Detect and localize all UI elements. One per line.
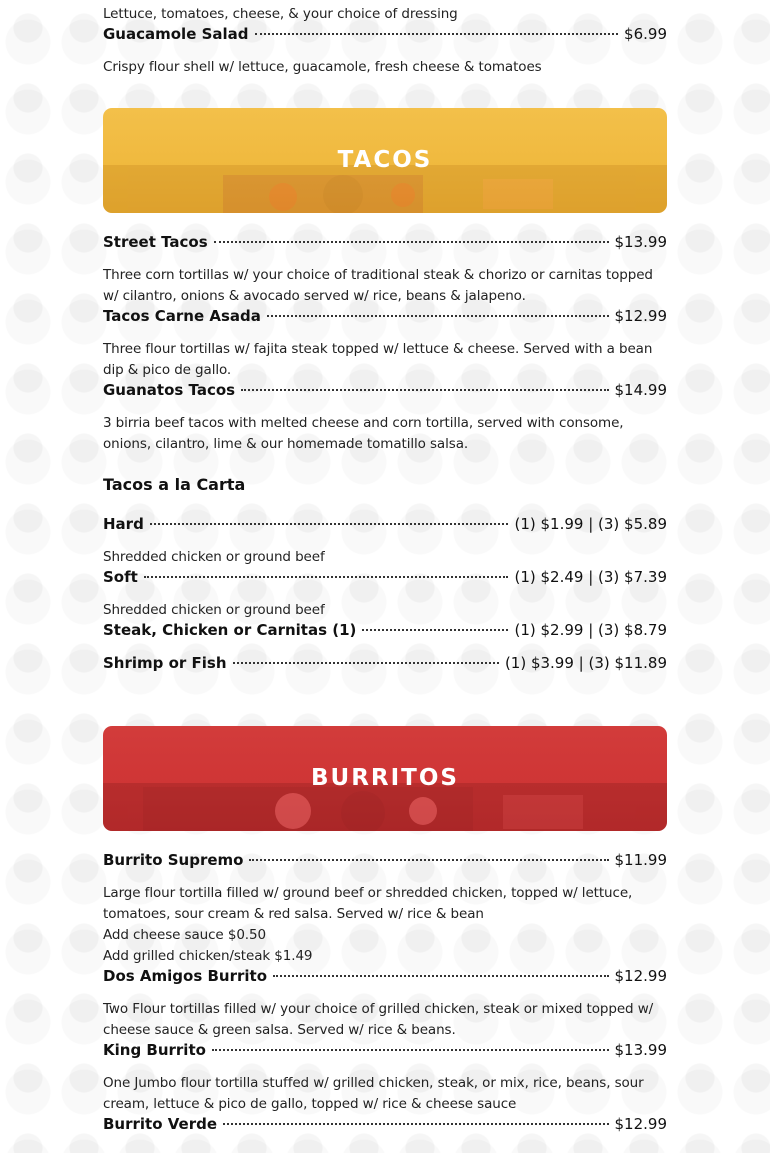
tacos-section-banner <box>103 108 667 213</box>
item-description: Shredded chicken or ground beef <box>103 602 325 618</box>
item-price: (1) $1.99 | (3) $5.89 <box>514 515 667 533</box>
item-price: $12.99 <box>614 307 667 325</box>
item-price: $13.99 <box>614 1041 667 1059</box>
item-price: $11.99 <box>614 851 667 869</box>
item-price: (1) $3.99 | (3) $11.89 <box>504 654 667 672</box>
menu-item-soft <box>103 568 667 590</box>
item-description: Crispy flour shell w/ lettuce, guacamole, fresh cheese & tomatoes <box>103 59 542 75</box>
item-price: (1) $2.49 | (3) $7.39 <box>514 568 667 586</box>
subsection-title: Tacos a la Carta <box>103 475 246 494</box>
item-description: Three corn tortillas w/ your choice of traditional steak & chorizo or carnitas topped w/ cilantro, onions & avocado served w/ rice, beans & jalapeno. <box>103 267 653 304</box>
dot-leader <box>212 1049 609 1051</box>
item-addon: Add cheese sauce $0.50 <box>103 927 266 943</box>
section-title: TACOS <box>337 146 433 173</box>
burritos-section-banner <box>103 726 667 831</box>
item-description: Two Flour tortillas filled w/ your choice of grilled chicken, steak or mixed topped w/ cheese sauce & green salsa. Served w/ rice & beans. <box>103 1001 654 1038</box>
menu-item-king-burrito <box>103 1041 667 1063</box>
section-title: BURRITOS <box>311 764 459 791</box>
item-name: Street Tacos <box>103 233 208 251</box>
item-description: One Jumbo flour tortilla stuffed w/ grilled chicken, steak, or mix, rice, beans, sour cream, lettuce & pico de gallo, topped w/ rice & cheese sauce <box>103 1075 644 1112</box>
item-price: $6.99 <box>624 25 667 43</box>
item-price: $14.99 <box>614 381 667 399</box>
dot-leader <box>144 576 509 578</box>
item-description: Three flour tortillas w/ fajita steak topped w/ lettuce & cheese. Served with a bean dip & pico de gallo. <box>103 341 653 378</box>
item-description: Shredded chicken or ground beef <box>103 549 325 565</box>
dot-leader <box>223 1123 608 1125</box>
dot-leader <box>233 662 499 664</box>
item-name: Guacamole Salad <box>103 25 249 43</box>
menu-content <box>103 0 667 1137</box>
dot-leader <box>241 389 608 391</box>
dot-leader <box>267 315 609 317</box>
menu-item-tacos-carne-asada <box>103 307 667 329</box>
item-name: Hard <box>103 515 144 533</box>
item-price: (1) $2.99 | (3) $8.79 <box>514 621 667 639</box>
item-name: King Burrito <box>103 1041 206 1059</box>
item-description: Large flour tortilla filled w/ ground beef or shredded chicken, topped w/ lettuce, tomatoes, sour cream & red salsa. Served w/ rice & bean <box>103 885 633 922</box>
menu-item-dos-amigos-burrito <box>103 967 667 989</box>
menu-item-shrimp-or-fish <box>103 654 667 676</box>
item-name: Burrito Supremo <box>103 851 244 869</box>
dot-leader <box>273 975 608 977</box>
item-price: $13.99 <box>614 233 667 251</box>
dot-leader <box>255 33 619 35</box>
menu-item-hard <box>103 515 667 537</box>
item-name: Dos Amigos Burrito <box>103 967 268 985</box>
item-description: Lettuce, tomatoes, cheese, & your choice of dressing <box>103 6 458 22</box>
menu-item-burrito-verde <box>103 1115 667 1137</box>
item-name: Steak, Chicken or Carnitas (1) <box>103 621 357 639</box>
item-price: $12.99 <box>614 967 667 985</box>
menu-item-burrito-supremo <box>103 851 667 873</box>
item-description: 3 birria beef tacos with melted cheese and corn tortilla, served with consome, onions, cilantro, lime & our homemade tomatillo salsa. <box>103 415 624 452</box>
menu-item-guacamole-salad <box>103 25 667 47</box>
item-name: Soft <box>103 568 138 586</box>
item-price: $12.99 <box>614 1115 667 1133</box>
dot-leader <box>150 523 509 525</box>
item-name: Burrito Verde <box>103 1115 218 1133</box>
item-addon: Add grilled chicken/steak $1.49 <box>103 948 313 964</box>
dot-leader <box>214 241 609 243</box>
menu-item-steak-chicken-carnitas <box>103 621 667 643</box>
dot-leader <box>362 629 508 631</box>
menu-item-street-tacos <box>103 233 667 255</box>
item-name: Shrimp or Fish <box>103 654 227 672</box>
menu-item-guanatos-tacos <box>103 381 667 403</box>
dot-leader <box>249 859 608 861</box>
item-name: Guanatos Tacos <box>103 381 236 399</box>
item-name: Tacos Carne Asada <box>103 307 261 325</box>
